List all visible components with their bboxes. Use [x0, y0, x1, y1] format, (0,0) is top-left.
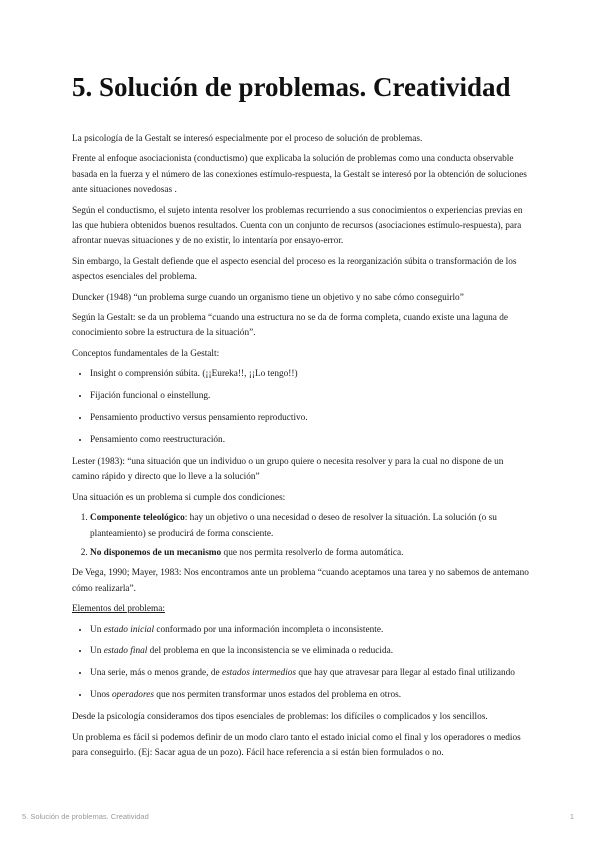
- text: del problema en que la inconsistencia se ve eliminada o reducida.: [147, 646, 394, 657]
- paragraph-problema-facil: Un problema es fácil si podemos definir de un modo claro tanto el estado inicial como el final y los operadores o medios para conseguirlo. (Ej: Sacar agua de un pozo). Fácil hace referencia a si están bien formulados o no.: [72, 732, 521, 758]
- text: que nos permiten transformar unos estados del problema en otros.: [153, 690, 402, 701]
- footer-title: 5. Solución de problemas. Creatividad: [22, 812, 149, 821]
- paragraph-asociacionismo: Frente al enfoque asociacionista (conductismo) que explicaba la solución de problemas como una conducta observable basada en la fuerza y el número de las conexiones estímulo-respuesta, la Gestalt se interesó por la obtención de soluciones ante situaciones novedosas .: [72, 154, 527, 196]
- condition-term: Componente teleológico: [90, 513, 185, 524]
- page-title: 5. Solución de problemas. Creatividad: [72, 72, 511, 102]
- document-page: [72, 70, 532, 766]
- list-item: • Pensamiento productivo versus pensamiento reproductivo.: [90, 411, 532, 426]
- paragraph-condiciones-heading: Una situación es un problema si cumple dos condiciones:: [72, 492, 286, 503]
- list-item: [90, 546, 532, 561]
- elements-heading-text: Elementos del problema:: [72, 604, 165, 615]
- text: Un: [90, 624, 104, 635]
- text: Una serie, más o menos grande, de: [90, 668, 222, 679]
- conditions-list: [72, 511, 532, 561]
- list-item: • Insight o comprensión súbita. (¡¡Eureka!!, ¡¡Lo tengo!!): [90, 367, 532, 382]
- condition-text: que nos permita resolverlo de forma automática.: [221, 547, 404, 558]
- text: que hay que atravesar para llegar al estado final utilizando: [296, 668, 515, 679]
- condition-term: No disponemos de un mecanismo: [90, 547, 222, 558]
- paragraph-conductismo: Según el conductismo, el sujeto intenta resolver los problemas recurriendo a sus conocimientos o experiencias previas en las que hubiera obtenidos buenos resultados. Cuenta con un conjunto de recursos (asociaciones estímulo-respuesta), para afrontar nuevas situaciones y de no existir, lo intentaría por ensayo-error.: [72, 205, 523, 247]
- elements-heading: [72, 602, 532, 617]
- list-item: [90, 644, 532, 659]
- page-number: 1: [569, 812, 574, 821]
- emphasis: operadores: [111, 690, 154, 701]
- emphasis: estado final: [103, 646, 148, 657]
- paragraph-reorganizacion: Sin embargo, la Gestalt defiende que el aspecto esencial del proceso es la reorganización súbita o transformación de los aspectos esenciales del problema.: [72, 256, 517, 283]
- elements-list: [72, 623, 532, 704]
- text: conformado por una información incompleta o inconsistente.: [154, 624, 384, 635]
- paragraph-duncker: Duncker (1948) “un problema surge cuando un organismo tiene un objetivo y no sabe cómo conseguirlo”: [72, 292, 464, 303]
- paragraph-tipos-problemas: Desde la psicología consideramos dos tipos esenciales de problemas: los difíciles o complicados y los sencillos.: [72, 712, 488, 723]
- concepts-list: [72, 367, 532, 448]
- list-item: [90, 623, 532, 638]
- list-item: [90, 666, 532, 681]
- emphasis: estados intermedios: [221, 668, 297, 679]
- list-item: [90, 688, 532, 703]
- list-item: • Pensamiento como reestructuración.: [90, 433, 532, 448]
- list-item: [90, 511, 532, 542]
- page-footer: [22, 812, 574, 821]
- paragraph-devega: De Vega, 1990; Mayer, 1983: Nos encontramos ante un problema “cuando aceptamos una tarea y no sabemos de antemano cómo realizarla”.: [72, 568, 529, 594]
- paragraph-conceptos-heading: Conceptos fundamentales de la Gestalt:: [72, 348, 220, 359]
- paragraph-lester: Lester (1983): “una situación que un individuo o un grupo quiere o necesita resolver y para la cual no dispone de un camino rápido y directo que lo lleve a la solución”: [72, 456, 504, 483]
- emphasis: estado inicial: [103, 624, 155, 635]
- condition-text: : hay un objetivo o una necesidad o deseo de resolver la situación. La solución (o su planteamiento) se producirá de forma consciente.: [90, 513, 497, 539]
- list-item: • Fijación funcional o einstellung.: [90, 389, 532, 404]
- text: Unos: [90, 690, 112, 701]
- paragraph-gestalt-definicion: Según la Gestalt: se da un problema “cuando una estructura no se da de forma completa, cuando existe una laguna de conocimiento sobre la estructura de la situación”.: [72, 313, 509, 339]
- paragraph-gestalt-intro: La psicología de la Gestalt se interesó especialmente por el proceso de solución de problemas.: [72, 134, 423, 144]
- text: Un: [90, 646, 104, 657]
